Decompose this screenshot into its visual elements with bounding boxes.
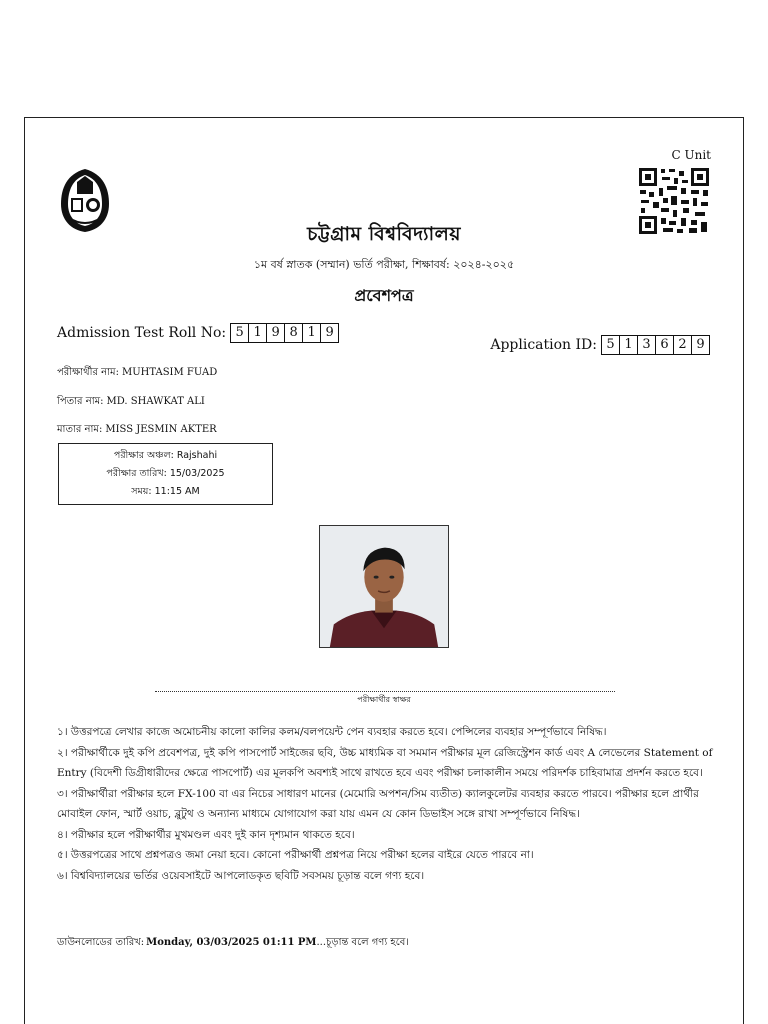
unit-label: C Unit: [671, 148, 711, 162]
signature-label: পরীক্ষার্থীর স্বাক্ষর: [357, 695, 411, 704]
roll-digit: 1: [303, 323, 321, 343]
exam-time-row: [59, 483, 272, 501]
candidate-photo: [319, 525, 449, 648]
signature-line: [155, 691, 615, 692]
exam-subtitle: ১ম বর্ষ স্নাতক (সম্মান) ভর্তি পরীক্ষা, শিক্ষাবর্ষ: ২০২৪-২০২৫: [253, 258, 515, 271]
instruction-item: ৪। পরীক্ষার হলে পরীক্ষার্থীর মুখমণ্ডল এবং দুই কান দৃশ্যমান থাকতে হবে।: [57, 828, 355, 841]
university-name: চট্টগ্রাম বিশ্ববিদ্যালয়: [307, 223, 461, 245]
roll-label: Admission Test Roll No:: [57, 325, 227, 341]
instruction-item: ৫। উত্তরপত্রের সাথে প্রশ্নপত্রও জমা নেয়া হবে। কোনো পরীক্ষার্থী প্রশ্নপত্র নিয়ে পরীক্ষা হলের বাইরে যেতে পারবে না।: [57, 849, 534, 861]
father-name-row: [57, 394, 205, 411]
exam-info-box: [58, 443, 273, 505]
document-title: প্রবেশপত্র: [354, 286, 414, 305]
roll-digit: 1: [249, 323, 267, 343]
roll-number-row: [57, 323, 339, 343]
application-id-digits: [601, 335, 710, 355]
exam-time-label: সময়:: [131, 486, 152, 497]
roll-digits: [230, 323, 339, 343]
instructions-list: [57, 722, 713, 886]
father-name-label: পিতার নাম:: [57, 396, 104, 407]
admit-card: [24, 117, 744, 1024]
download-footer: [57, 935, 409, 952]
roll-digit: 9: [267, 323, 285, 343]
instruction-item: ১। উত্তরপত্রে লেখার কাজে অমোচনীয় কালো কালির কলম/বলপয়েন্ট পেন ব্যবহার করতে হবে। পেন্সিলের ব্যবহার সম্পূর্ণভাবে নিষিদ্ধ।: [57, 726, 607, 738]
candidate-name: MUHTASIM FUAD: [121, 367, 218, 378]
mother-name-label: মাতার নাম:: [57, 424, 103, 435]
application-digit: 9: [692, 335, 710, 355]
application-id-row: [490, 335, 710, 355]
application-digit: 5: [602, 335, 620, 355]
instruction-item: ২। পরীক্ষার্থীকে দুই কপি প্রবেশপত্র, দুই কপি পাসপোর্ট সাইজের ছবি, উচ্চ মাধ্যমিক বা সমমান পরীক্ষার মূল রেজিস্ট্রেশন কার্ড এবং A লেভেলের Statement of Entry (বিদেশী ডিগ্রীধারীদের ক্ষেত্রে পাসপোর্ট) এর মূলকপি অবশ্যই সাথে রাখতে হবে এবং পরীক্ষা চলাকালীন সময়ে পরিদর্শক চাহিবামাত্র প্রদর্শন করতে হবে।: [57, 746, 713, 779]
exam-region: Rajshahi: [176, 450, 218, 461]
exam-date: 15/03/2025: [169, 468, 225, 479]
roll-digit: 8: [285, 323, 303, 343]
application-digit: 1: [620, 335, 638, 355]
father-name: MD. SHAWKAT ALI: [106, 396, 205, 407]
footer-label: ডাউনলোডের তারিখ:: [57, 937, 145, 948]
mother-name: MISS JESMIN AKTER: [105, 424, 217, 435]
instruction-item: ৬। বিশ্ববিদ্যালয়ের ভর্তির ওয়েবসাইটে আপলোডকৃত ছবিটি সবসময় চূড়ান্ত বলে গণ্য হবে।: [57, 869, 425, 882]
exam-date-label: পরীক্ষার তারিখ:: [106, 468, 167, 479]
exam-date-row: [59, 465, 272, 483]
mother-name-row: [57, 422, 217, 439]
application-digit: 6: [656, 335, 674, 355]
instruction-item: ৩। পরীক্ষার্থীরা পরীক্ষার হলে FX-100 বা এর নিচের সাধারণ মানের (মেমোরি অপশন/সিম ব্যতীত) ক্যালকুলেটর ব্যবহার করতে পারবে। পরীক্ষার হলে প্রার্থীর মোবাইল ফোন, স্মার্ট ওয়াচ, ব্লুটুথ ও অন্যান্য মাধ্যমে যোগাযোগ করা যায় এমন যে কোন ডিভাইস সঙ্গে রাখা সম্পূর্ণভাবে নিষিদ্ধ।: [57, 787, 699, 820]
roll-digit: 5: [231, 323, 249, 343]
candidate-name-row: [57, 365, 217, 382]
exam-time: 11:15 AM: [154, 486, 200, 497]
exam-region-label: পরীক্ষার অঞ্চল:: [113, 450, 174, 461]
download-timestamp: Monday, 03/03/2025 01:11 PM: [146, 937, 317, 948]
footer-trailing: ...চূড়ান্ত বলে গণ্য হবে।: [316, 937, 409, 948]
roll-digit: 9: [321, 323, 339, 343]
candidate-name-label: পরীক্ষার্থীর নাম:: [57, 367, 119, 378]
application-id-label: Application ID:: [490, 337, 597, 353]
application-digit: 3: [638, 335, 656, 355]
application-digit: 2: [674, 335, 692, 355]
exam-region-row: [59, 447, 272, 465]
